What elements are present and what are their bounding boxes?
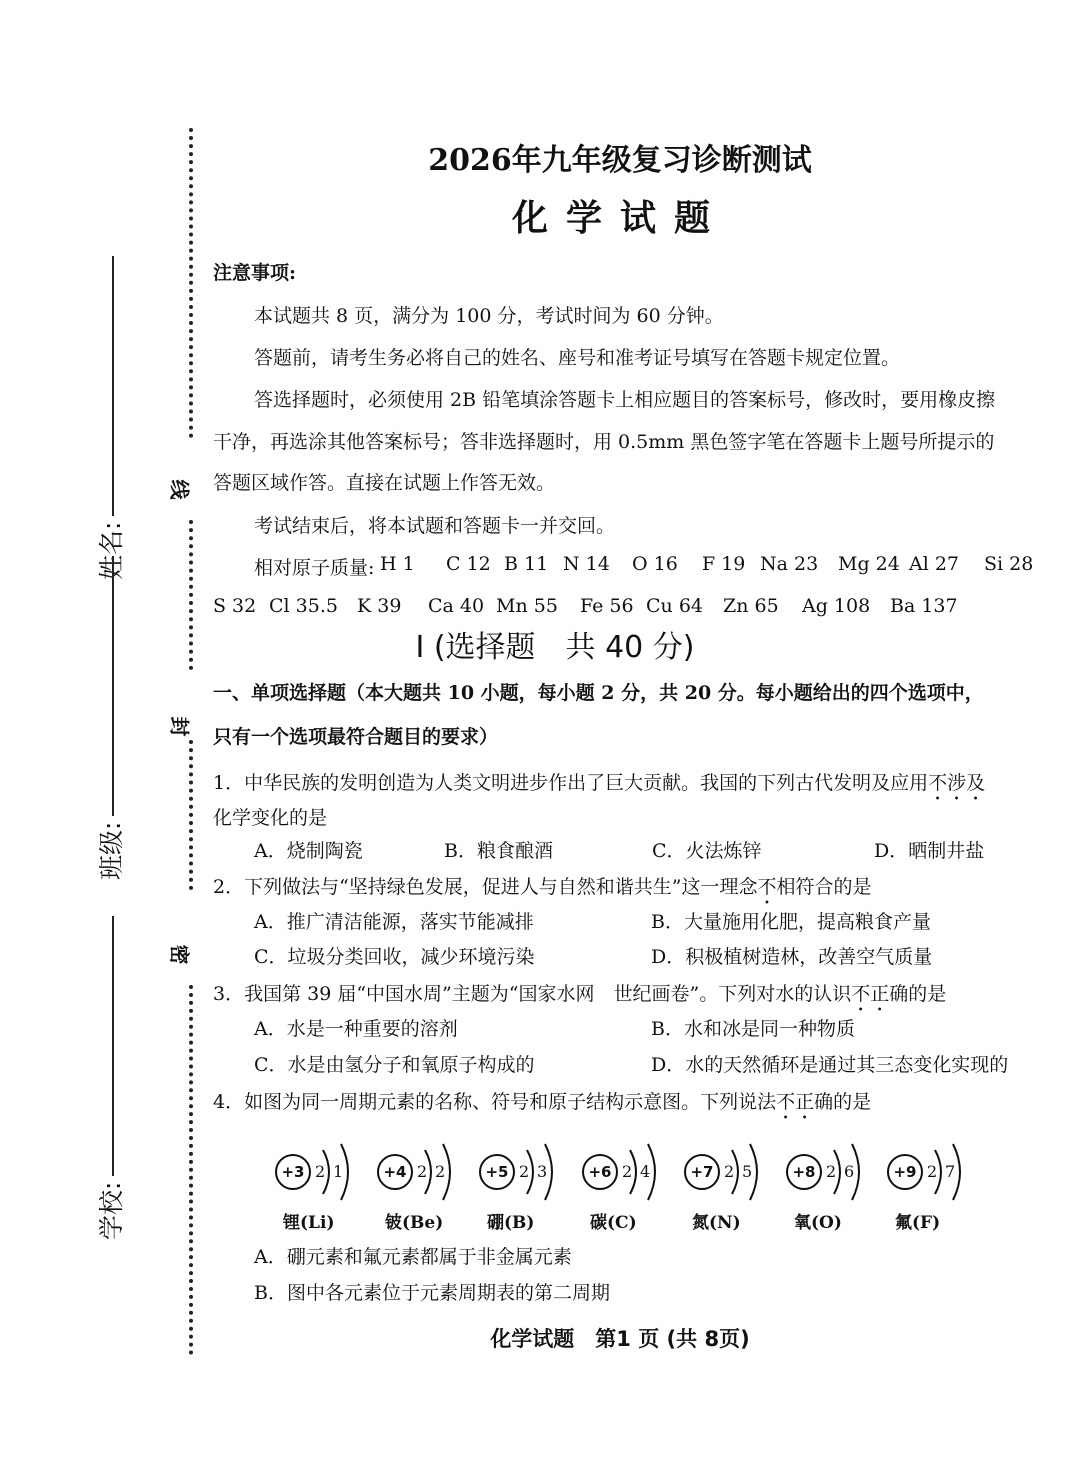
atomic-mass: Zn 65 [723, 595, 779, 617]
atomic-mass: Fe 56 [580, 595, 634, 617]
question-1-stem [213, 768, 985, 805]
question-2-stem [213, 872, 872, 909]
name-label: 姓名: [97, 521, 126, 580]
seal-char-seal: 封 [167, 716, 192, 737]
question-1-text: 1．中华民族的发明创造为人类文明进步作出了巨大贡献。我国的下列古代发明及应用 [213, 772, 929, 794]
q4-option-b[interactable]: B．图中各元素位于元素周期表的第二周期 [254, 1282, 610, 1304]
school-blank[interactable] [112, 916, 114, 1176]
atom-diagram [582, 1142, 692, 1238]
nucleus-charge: +4 [383, 1163, 407, 1181]
page-footer: 化学试题 第1 页 (共 8页) [490, 1327, 750, 1351]
q3-option-b[interactable]: B．水和冰是同一种物质 [651, 1018, 855, 1040]
electrons-shell-2: 1 [333, 1162, 344, 1181]
nucleus-charge: +3 [281, 1163, 305, 1181]
element-name: 氮(N) [692, 1213, 741, 1233]
atomic-mass: B 11 [504, 553, 549, 575]
atomic-mass: Cu 64 [646, 595, 703, 617]
electrons-shell-1: 2 [724, 1162, 735, 1181]
part-heading-line-2: 只有一个选项最符合题目的要求） [213, 726, 499, 748]
atomic-mass: H 1 [380, 553, 415, 575]
atomic-mass: Ca 40 [428, 595, 485, 617]
electrons-shell-2: 2 [435, 1162, 446, 1181]
electrons-shell-2: 3 [537, 1162, 548, 1181]
atom-diagram [786, 1142, 896, 1238]
question-1-stem-line-2: 化学变化的是 [213, 807, 328, 829]
q1-option-a[interactable]: A．烧制陶瓷 [254, 840, 363, 862]
atomic-mass: Al 27 [909, 553, 960, 575]
notice-line: 干净，再选涂其他答案标号；答非选择题时，用 0.5mm 黑色签字笔在答题卡上题号所提示的 [213, 431, 995, 453]
question-2-text-end: 相符合的是 [776, 876, 872, 898]
electrons-shell-2: 4 [640, 1162, 651, 1181]
q1-option-b[interactable]: B．粮食酿酒 [444, 840, 553, 862]
atomic-mass: S 32 [213, 595, 257, 617]
subject-title: 化学试题 [511, 197, 728, 239]
electrons-shell-1: 2 [519, 1162, 530, 1181]
electrons-shell-2: 6 [844, 1162, 855, 1181]
q2-option-b[interactable]: B．大量施用化肥，提高粮食产量 [651, 911, 931, 933]
atom-diagram [275, 1142, 385, 1238]
question-3-stem [213, 979, 946, 1016]
atom-diagram [887, 1142, 997, 1238]
notice-line: 本试题共 8 页，满分为 100 分，考试时间为 60 分钟。 [254, 305, 724, 327]
question-2-emphasis: 不 [757, 876, 777, 898]
notice-line: 答题区域作答。直接在试题上作答无效。 [213, 472, 556, 494]
nucleus-charge: +9 [893, 1163, 917, 1181]
electrons-shell-1: 2 [927, 1162, 938, 1181]
notice-line: 答选择题时，必须使用 2B 铅笔填涂答题卡上相应题目的答案标号，修改时，要用橡皮擦 [254, 389, 996, 411]
element-name: 铍(Be) [385, 1213, 444, 1233]
q1-option-d[interactable]: D．晒制井盐 [874, 840, 985, 862]
question-3-text: 3．我国第 39 届“中国水周”主题为“国家水网 世纪画卷”。下列对水的认识 [213, 983, 852, 1005]
class-blank[interactable] [112, 556, 114, 816]
notice-line: 答题前，请考生务必将自己的姓名、座号和准考证号填写在答题卡规定位置。 [254, 347, 901, 369]
q2-option-a[interactable]: A．推广清洁能源，落实节能减排 [254, 911, 534, 933]
atomic-mass-row-2 [213, 595, 993, 621]
atomic-mass: C 12 [446, 553, 491, 575]
electrons-shell-2: 7 [945, 1162, 956, 1181]
element-name: 氧(O) [794, 1213, 842, 1233]
name-blank[interactable] [112, 256, 114, 516]
nucleus-charge: +5 [485, 1163, 509, 1181]
atomic-mass: Ba 137 [890, 595, 958, 617]
atomic-mass: Mg 24 [838, 553, 900, 575]
element-name: 锂(Li) [283, 1213, 335, 1233]
section-title: Ⅰ (选择题 共 40 分) [415, 630, 695, 665]
electrons-shell-1: 2 [622, 1162, 633, 1181]
question-4-stem [213, 1087, 871, 1124]
atomic-mass: Cl 35.5 [269, 595, 338, 617]
question-3-text-end: 确的是 [889, 983, 947, 1005]
q3-option-a[interactable]: A．水是一种重要的溶剂 [254, 1018, 458, 1040]
atom-diagram [684, 1142, 794, 1238]
atomic-mass: Mn 55 [496, 595, 558, 617]
nucleus-charge: +6 [588, 1163, 612, 1181]
school-field[interactable] [92, 916, 128, 1240]
electrons-shell-2: 5 [742, 1162, 753, 1181]
atom-diagram [377, 1142, 487, 1238]
atomic-mass: O 16 [632, 553, 678, 575]
question-4-emphasis: 不正 [776, 1091, 815, 1113]
atom-diagram [479, 1142, 589, 1238]
atomic-mass: K 39 [357, 595, 402, 617]
nucleus-charge: +7 [690, 1163, 714, 1181]
electrons-shell-1: 2 [315, 1162, 326, 1181]
question-4-text-end: 确的是 [814, 1091, 872, 1113]
exam-title: 2026年九年级复习诊断测试 [428, 143, 812, 178]
atomic-mass-label: 相对原子质量: [254, 557, 375, 579]
atomic-mass-row-1 [254, 553, 1034, 579]
dotted-binding-line [189, 740, 199, 890]
question-3-emphasis: 不正 [851, 983, 890, 1005]
class-field[interactable] [92, 556, 128, 880]
notice-heading: 注意事项: [213, 262, 297, 284]
question-2-text: 2．下列做法与“坚持绿色发展，促进人与自然和谐共生”这一理念 [213, 876, 758, 898]
element-name: 硼(B) [487, 1213, 535, 1233]
electrons-shell-1: 2 [417, 1162, 428, 1181]
electrons-shell-1: 2 [826, 1162, 837, 1181]
seal-char-line: 线 [167, 479, 192, 500]
atomic-mass: Na 23 [760, 553, 819, 575]
q4-option-a[interactable]: A．硼元素和氟元素都属于非金属元素 [254, 1246, 572, 1268]
q2-option-c[interactable]: C．垃圾分类回收，减少环境污染 [254, 946, 535, 968]
nucleus-charge: +8 [792, 1163, 816, 1181]
dotted-binding-line [189, 985, 199, 1355]
q2-option-d[interactable]: D．积极植树造林，改善空气质量 [651, 946, 933, 968]
atomic-mass: Si 28 [984, 553, 1034, 575]
question-1-emphasis: 不涉及 [928, 772, 986, 794]
q3-option-c[interactable]: C．水是由氢分子和氧原子构成的 [254, 1054, 535, 1076]
q1-option-c[interactable]: C．火法炼锌 [652, 840, 762, 862]
atomic-mass: F 19 [702, 553, 746, 575]
seal-char-secret: 密 [167, 944, 192, 965]
part-heading-line-1: 一、单项选择题（本大题共 10 小题，每小题 2 分，共 20 分。每小题给出的四个选项中， [213, 682, 984, 704]
school-label: 学校: [97, 1181, 126, 1240]
atomic-mass: Ag 108 [802, 595, 871, 617]
element-name: 氟(F) [895, 1213, 941, 1233]
question-4-text: 4．如图为同一周期元素的名称、符号和原子结构示意图。下列说法 [213, 1091, 777, 1113]
class-label: 班级: [97, 821, 126, 880]
atomic-mass: N 14 [563, 553, 610, 575]
name-field[interactable] [92, 256, 128, 580]
q3-option-d[interactable]: D．水的天然循环是通过其三态变化实现的 [651, 1054, 1009, 1076]
notice-line: 考试结束后，将本试题和答题卡一并交回。 [254, 515, 616, 537]
element-name: 碳(C) [590, 1213, 637, 1233]
